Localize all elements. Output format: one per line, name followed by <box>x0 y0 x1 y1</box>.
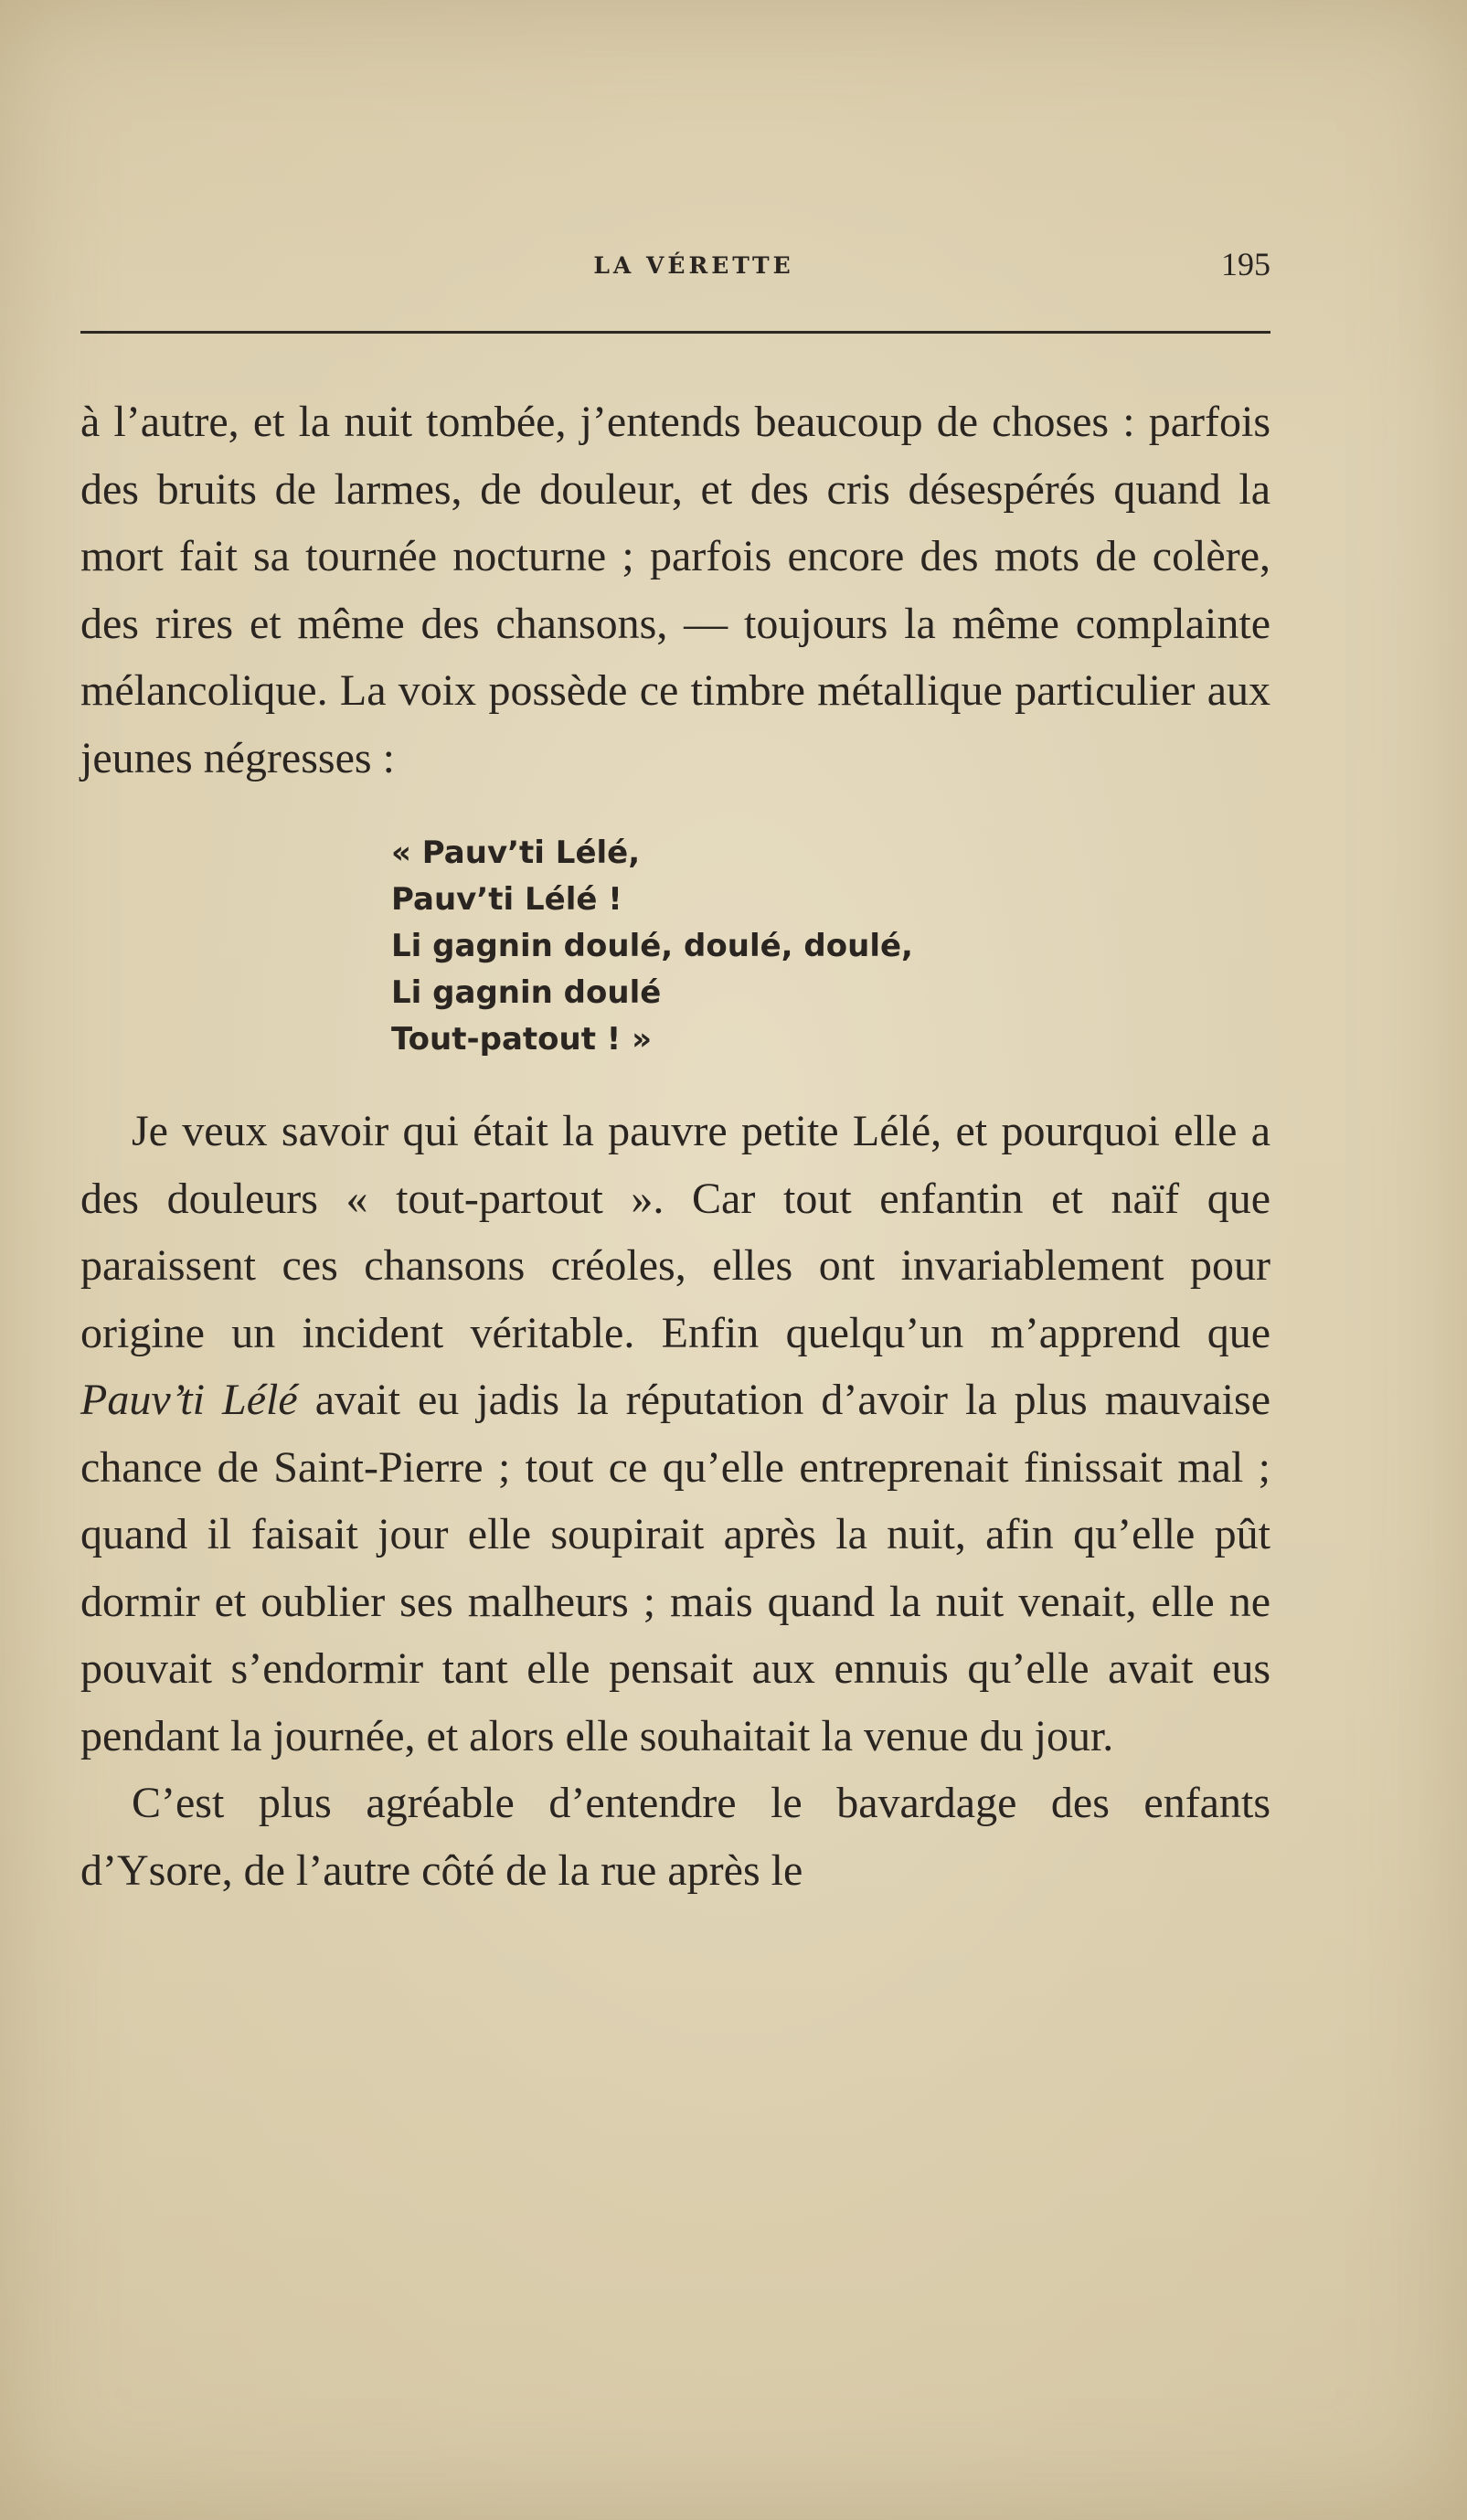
body-text <box>80 388 1270 1904</box>
italic-name: Pauv’ti Lélé <box>80 1376 298 1424</box>
paragraph-ysore: C’est plus agréable d’entendre le bavardage des enfants d’Ysore, de l’autre côté de la rue après le <box>80 1779 1270 1895</box>
verse-line: Li gagnin doulé, doulé, doulé, <box>391 928 913 964</box>
paragraph-lele <box>80 1098 1270 1770</box>
verse-line: « Pauv’ti Lélé, <box>391 835 641 871</box>
page-number: 195 <box>1221 246 1270 282</box>
paragraph-lele-end: avait eu jadis la réputation d’avoir la plus mauvaise chance de Saint-Pierre ; tout ce qu’elle entreprenait finissait mal ; quand il faisait jour elle soupirait après la nuit, afin qu’elle pût dormir et oublier ses malheurs ; mais quand la nuit venait, elle ne pouvait s’endormir tant elle pensait aux ennuis qu’elle avait eus pendant la journée, et alors elle souhaitait la venue du jour. <box>80 1376 1271 1760</box>
running-head <box>80 245 1270 291</box>
running-title: LA VÉRETTE <box>593 252 794 279</box>
paragraph-continued: à l’autre, et la nuit tombée, j’entends beaucoup de choses : parfois des bruits de larmes, de douleur, et des cris désespérés quand la mort fait sa tournée nocturne ; parfois encore des mots de colère, des rires et même des chansons, — toujours la même complainte mélancolique. La voix possède ce timbre métallique particulier aux jeunes négresses : <box>80 398 1270 782</box>
verse-line: Pauv’ti Lélé ! <box>391 881 622 918</box>
verse-block <box>391 830 1270 1063</box>
verse-line: Li gagnin doulé <box>391 974 662 1011</box>
verse-line: Tout-patout ! » <box>391 1021 653 1058</box>
paragraph-lele-start: Je veux savoir qui était la pauvre petite Lélé, et pourquoi elle a des douleurs « tout-partout ». Car tout enfantin et naïf que paraissent ces chansons créoles, elles ont invariablement pour origine un incident véritable. Enfin quelqu’un m’apprend que <box>80 1107 1270 1357</box>
header-rule <box>80 331 1270 334</box>
